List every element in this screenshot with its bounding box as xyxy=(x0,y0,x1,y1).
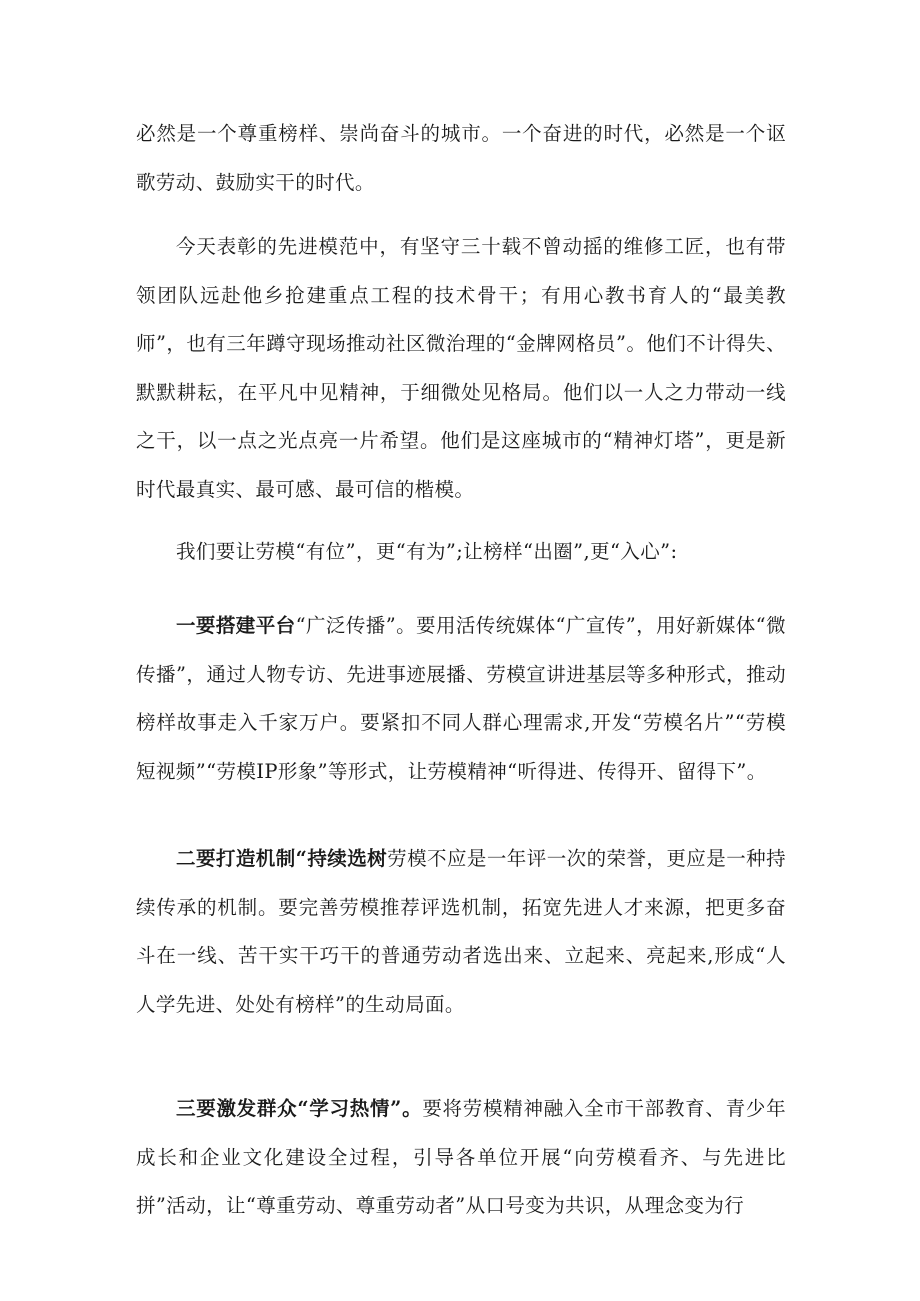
paragraph-6-lead: 三要激发群众“学习热情”。 xyxy=(176,1097,423,1120)
paragraph-1 xyxy=(136,110,786,207)
paragraph-5-lead: 二要打造机制“持续选树 xyxy=(176,847,388,870)
paragraph-2-text: 今天表彰的先进模范中，有坚守三十载不曾动摇的维修工匠，也有带领团队远赴他乡抢建重点工程的技术骨干；有用心教书育人的“最美教师”，也有三年蹲守现场推动社区微治理的“金牌网格员”。他们不计得失、默默耕耘，在平凡中见精神，于细微处见格局。他们以一人之力带动一线之干，以一点之光点亮一片希望。他们是这座城市的“精神灯塔”，更是新时代最真实、最可感、最可信的楷模。 xyxy=(136,235,786,501)
paragraph-6-text: 要将劳模精神融入全市干部教育、青少年成长和企业文化建设全过程，引导各单位开展“向劳模看齐、与先进比拼”活动，让“尊重劳动、尊重劳动者”从口号变为共识，从理念变为行 xyxy=(136,1097,787,1217)
paragraph-4-text: “广泛传播”。要用活传统媒体“广宣传”，用好新媒体“微传播”，通过人物专访、先进事迹展播、劳模宣讲进基层等多种形式，推动榜样故事走入千家万户。要紧扣不同人群心理需求,开发“劳模名片”“劳模短视频”“劳模IP形象”等形式，让劳模精神“听得进、传得开、留得下”。 xyxy=(136,614,786,783)
paragraph-1-text: 必然是一个尊重榜样、崇尚奋斗的城市。一个奋进的时代，必然是一个讴歌劳动、鼓励实干的时代。 xyxy=(136,122,786,194)
paragraph-2 xyxy=(136,223,786,514)
paragraph-6 xyxy=(136,1085,786,1231)
paragraph-4 xyxy=(136,602,786,796)
paragraph-5 xyxy=(136,835,786,1029)
paragraph-5-text: 劳模不应是一年评一次的荣誉，更应是一种持续传承的机制。要完善劳模推荐评选机制，拓宽先进人才来源，把更多奋斗在一线、苦干实干巧干的普通劳动者选出来、立起来、亮起来,形成“人人学先进、处处有榜样”的生动局面。 xyxy=(136,847,786,1016)
paragraph-4-lead: 一要搭建平台 xyxy=(176,614,296,637)
paragraph-3-text: 我们要让劳模“有位”，更“有为”;让榜样“出圈”,更“入心”: xyxy=(176,540,678,563)
paragraph-3 xyxy=(136,528,786,577)
